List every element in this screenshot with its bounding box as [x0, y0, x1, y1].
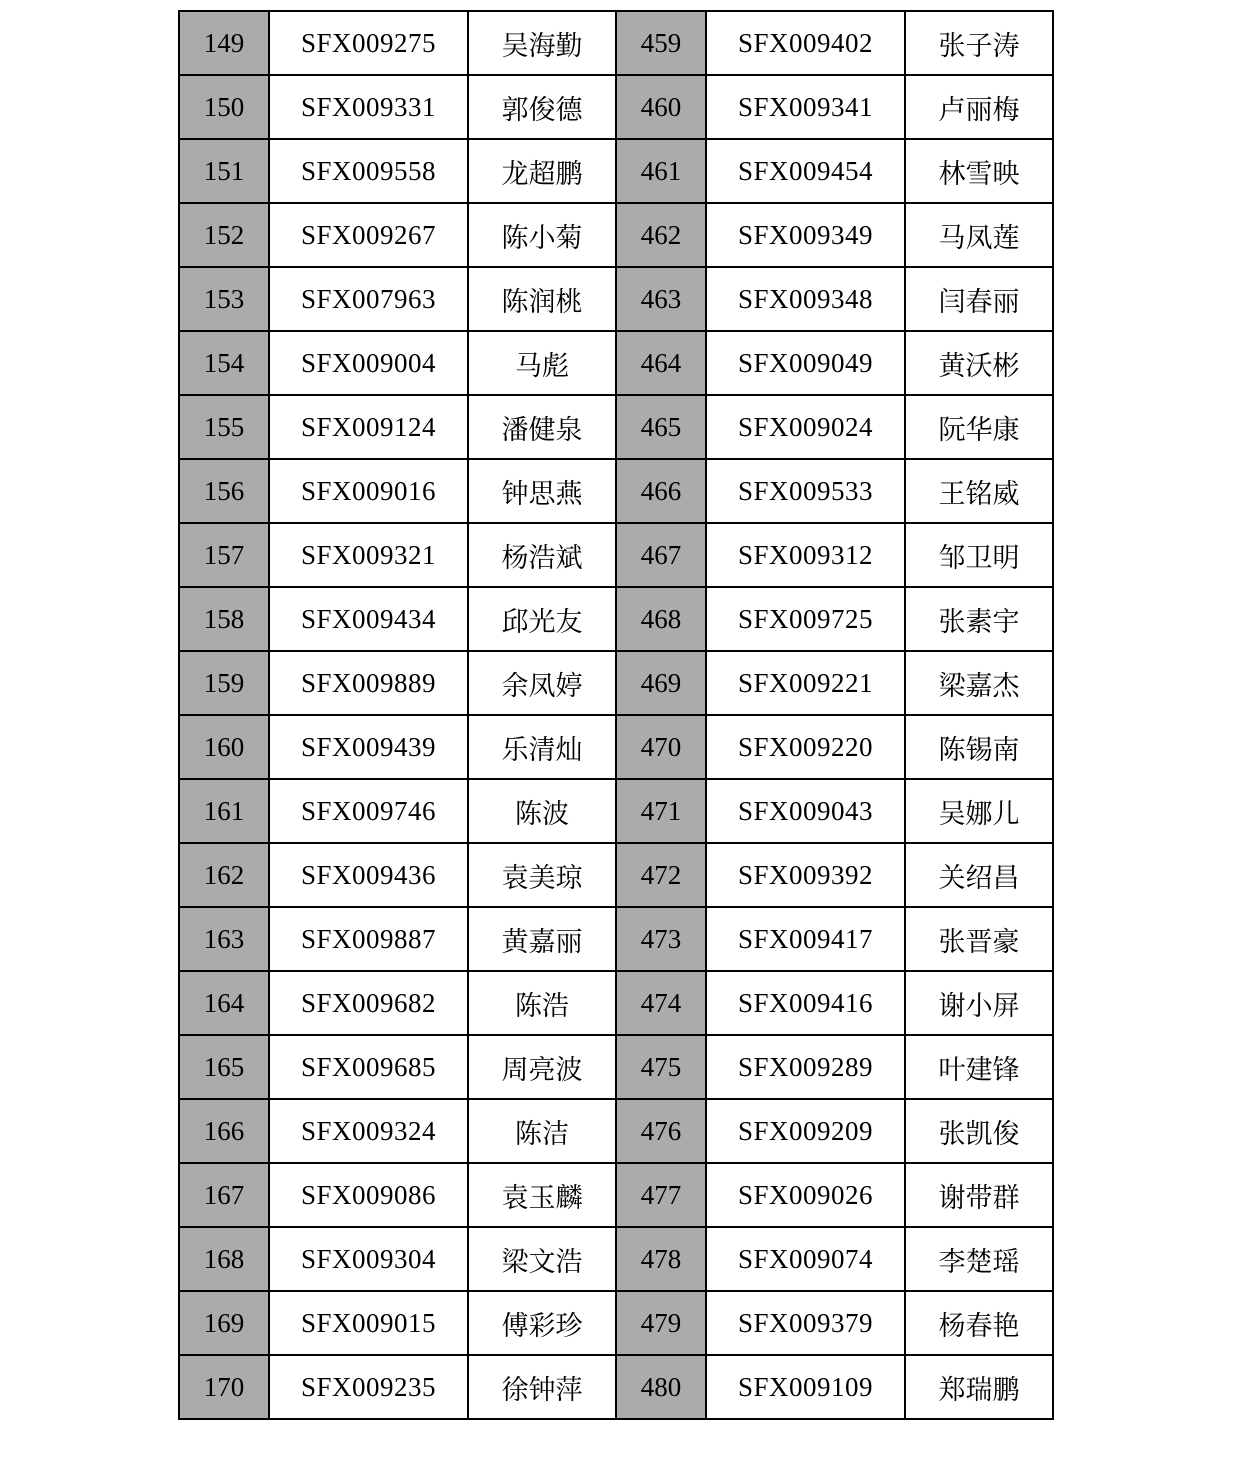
student-name-cell-right: 王铭威 [905, 459, 1053, 523]
row-number-cell-right: 479 [616, 1291, 706, 1355]
row-number-cell-right: 466 [616, 459, 706, 523]
table-row [179, 587, 1053, 651]
row-number-cell-right: 465 [616, 395, 706, 459]
student-id-cell-left: SFX009434 [269, 587, 468, 651]
student-id-cell-right: SFX009024 [706, 395, 905, 459]
student-id-cell-left: SFX009436 [269, 843, 468, 907]
student-name-cell-left: 梁文浩 [468, 1227, 616, 1291]
row-number-cell-left: 166 [179, 1099, 269, 1163]
student-name-cell-right: 谢小屏 [905, 971, 1053, 1035]
student-name-cell-left: 袁美琼 [468, 843, 616, 907]
student-name-cell-left: 钟思燕 [468, 459, 616, 523]
row-number-cell-left: 155 [179, 395, 269, 459]
row-number-cell-right: 474 [616, 971, 706, 1035]
student-name-cell-right: 李楚瑶 [905, 1227, 1053, 1291]
student-name-cell-right: 杨春艳 [905, 1291, 1053, 1355]
student-id-cell-left: SFX009304 [269, 1227, 468, 1291]
student-id-cell-left: SFX009015 [269, 1291, 468, 1355]
student-name-cell-right: 吴娜儿 [905, 779, 1053, 843]
table-row [179, 1355, 1053, 1419]
student-id-cell-left: SFX009235 [269, 1355, 468, 1419]
student-id-cell-right: SFX009074 [706, 1227, 905, 1291]
table-row [179, 1163, 1053, 1227]
table-row [179, 203, 1053, 267]
table-row [179, 779, 1053, 843]
student-id-cell-right: SFX009026 [706, 1163, 905, 1227]
row-number-cell-right: 459 [616, 11, 706, 75]
table-row [179, 523, 1053, 587]
student-name-cell-left: 陈洁 [468, 1099, 616, 1163]
row-number-cell-right: 470 [616, 715, 706, 779]
row-number-cell-left: 167 [179, 1163, 269, 1227]
row-number-cell-right: 478 [616, 1227, 706, 1291]
student-name-cell-left: 龙超鹏 [468, 139, 616, 203]
row-number-cell-left: 162 [179, 843, 269, 907]
student-name-cell-left: 周亮波 [468, 1035, 616, 1099]
student-name-cell-left: 潘健泉 [468, 395, 616, 459]
student-name-cell-left: 陈小菊 [468, 203, 616, 267]
student-id-cell-left: SFX009321 [269, 523, 468, 587]
table-row [179, 395, 1053, 459]
roster-table-body [179, 11, 1053, 1419]
student-name-cell-left: 余凤婷 [468, 651, 616, 715]
student-name-cell-left: 傅彩珍 [468, 1291, 616, 1355]
student-id-cell-left: SFX009887 [269, 907, 468, 971]
row-number-cell-left: 158 [179, 587, 269, 651]
row-number-cell-left: 156 [179, 459, 269, 523]
table-row [179, 1099, 1053, 1163]
table-row [179, 715, 1053, 779]
table-row [179, 459, 1053, 523]
student-id-cell-right: SFX009043 [706, 779, 905, 843]
row-number-cell-right: 460 [616, 75, 706, 139]
student-name-cell-left: 陈浩 [468, 971, 616, 1035]
student-name-cell-left: 袁玉麟 [468, 1163, 616, 1227]
row-number-cell-left: 149 [179, 11, 269, 75]
table-row [179, 1291, 1053, 1355]
student-id-cell-right: SFX009220 [706, 715, 905, 779]
row-number-cell-left: 151 [179, 139, 269, 203]
table-row [179, 651, 1053, 715]
student-id-cell-right: SFX009379 [706, 1291, 905, 1355]
student-id-cell-right: SFX009348 [706, 267, 905, 331]
student-id-cell-left: SFX009124 [269, 395, 468, 459]
student-id-cell-right: SFX009417 [706, 907, 905, 971]
row-number-cell-left: 160 [179, 715, 269, 779]
row-number-cell-right: 467 [616, 523, 706, 587]
row-number-cell-left: 169 [179, 1291, 269, 1355]
table-row [179, 331, 1053, 395]
student-id-cell-right: SFX009312 [706, 523, 905, 587]
row-number-cell-right: 468 [616, 587, 706, 651]
student-id-cell-left: SFX009016 [269, 459, 468, 523]
student-name-cell-left: 乐清灿 [468, 715, 616, 779]
student-name-cell-left: 邱光友 [468, 587, 616, 651]
student-id-cell-right: SFX009533 [706, 459, 905, 523]
student-name-cell-left: 黄嘉丽 [468, 907, 616, 971]
roster-table [178, 10, 1054, 1420]
student-name-cell-right: 阮华康 [905, 395, 1053, 459]
row-number-cell-left: 164 [179, 971, 269, 1035]
student-id-cell-left: SFX009086 [269, 1163, 468, 1227]
student-id-cell-left: SFX009685 [269, 1035, 468, 1099]
student-name-cell-right: 张晋豪 [905, 907, 1053, 971]
table-row [179, 267, 1053, 331]
row-number-cell-right: 464 [616, 331, 706, 395]
student-name-cell-right: 谢带群 [905, 1163, 1053, 1227]
student-name-cell-left: 郭俊德 [468, 75, 616, 139]
row-number-cell-right: 462 [616, 203, 706, 267]
row-number-cell-left: 153 [179, 267, 269, 331]
student-id-cell-right: SFX009049 [706, 331, 905, 395]
student-id-cell-right: SFX009341 [706, 75, 905, 139]
row-number-cell-left: 152 [179, 203, 269, 267]
student-id-cell-right: SFX009725 [706, 587, 905, 651]
student-id-cell-right: SFX009402 [706, 11, 905, 75]
student-id-cell-left: SFX009004 [269, 331, 468, 395]
row-number-cell-right: 472 [616, 843, 706, 907]
row-number-cell-right: 461 [616, 139, 706, 203]
student-name-cell-left: 陈润桃 [468, 267, 616, 331]
student-name-cell-right: 张凯俊 [905, 1099, 1053, 1163]
row-number-cell-left: 150 [179, 75, 269, 139]
student-id-cell-left: SFX009558 [269, 139, 468, 203]
student-name-cell-left: 陈波 [468, 779, 616, 843]
student-name-cell-left: 马彪 [468, 331, 616, 395]
student-id-cell-right: SFX009289 [706, 1035, 905, 1099]
student-name-cell-right: 郑瑞鹏 [905, 1355, 1053, 1419]
student-id-cell-right: SFX009392 [706, 843, 905, 907]
student-name-cell-right: 关绍昌 [905, 843, 1053, 907]
student-id-cell-right: SFX009109 [706, 1355, 905, 1419]
table-row [179, 907, 1053, 971]
student-name-cell-right: 张素宇 [905, 587, 1053, 651]
student-id-cell-left: SFX009746 [269, 779, 468, 843]
row-number-cell-left: 168 [179, 1227, 269, 1291]
student-id-cell-left: SFX009439 [269, 715, 468, 779]
row-number-cell-left: 170 [179, 1355, 269, 1419]
row-number-cell-right: 473 [616, 907, 706, 971]
row-number-cell-left: 163 [179, 907, 269, 971]
row-number-cell-right: 477 [616, 1163, 706, 1227]
student-id-cell-right: SFX009416 [706, 971, 905, 1035]
student-id-cell-right: SFX009349 [706, 203, 905, 267]
student-id-cell-right: SFX009221 [706, 651, 905, 715]
student-id-cell-left: SFX009331 [269, 75, 468, 139]
student-id-cell-right: SFX009209 [706, 1099, 905, 1163]
row-number-cell-right: 471 [616, 779, 706, 843]
table-row [179, 1227, 1053, 1291]
student-id-cell-left: SFX009682 [269, 971, 468, 1035]
row-number-cell-left: 165 [179, 1035, 269, 1099]
row-number-cell-right: 476 [616, 1099, 706, 1163]
student-name-cell-left: 徐钟萍 [468, 1355, 616, 1419]
student-name-cell-right: 张子涛 [905, 11, 1053, 75]
row-number-cell-left: 159 [179, 651, 269, 715]
row-number-cell-right: 480 [616, 1355, 706, 1419]
student-id-cell-left: SFX009275 [269, 11, 468, 75]
table-row [179, 11, 1053, 75]
row-number-cell-right: 475 [616, 1035, 706, 1099]
student-name-cell-right: 马凤莲 [905, 203, 1053, 267]
row-number-cell-left: 161 [179, 779, 269, 843]
student-id-cell-left: SFX009889 [269, 651, 468, 715]
student-name-cell-left: 吴海勤 [468, 11, 616, 75]
table-row [179, 843, 1053, 907]
student-id-cell-right: SFX009454 [706, 139, 905, 203]
row-number-cell-left: 154 [179, 331, 269, 395]
student-id-cell-left: SFX007963 [269, 267, 468, 331]
student-name-cell-right: 闫春丽 [905, 267, 1053, 331]
student-name-cell-right: 黄沃彬 [905, 331, 1053, 395]
table-row [179, 75, 1053, 139]
table-row [179, 139, 1053, 203]
student-name-cell-right: 陈锡南 [905, 715, 1053, 779]
student-id-cell-left: SFX009267 [269, 203, 468, 267]
student-name-cell-right: 卢丽梅 [905, 75, 1053, 139]
student-name-cell-right: 林雪映 [905, 139, 1053, 203]
row-number-cell-left: 157 [179, 523, 269, 587]
table-row [179, 971, 1053, 1035]
student-name-cell-right: 梁嘉杰 [905, 651, 1053, 715]
student-name-cell-right: 邹卫明 [905, 523, 1053, 587]
table-row [179, 1035, 1053, 1099]
student-name-cell-left: 杨浩斌 [468, 523, 616, 587]
student-id-cell-left: SFX009324 [269, 1099, 468, 1163]
student-name-cell-right: 叶建锋 [905, 1035, 1053, 1099]
row-number-cell-right: 463 [616, 267, 706, 331]
row-number-cell-right: 469 [616, 651, 706, 715]
